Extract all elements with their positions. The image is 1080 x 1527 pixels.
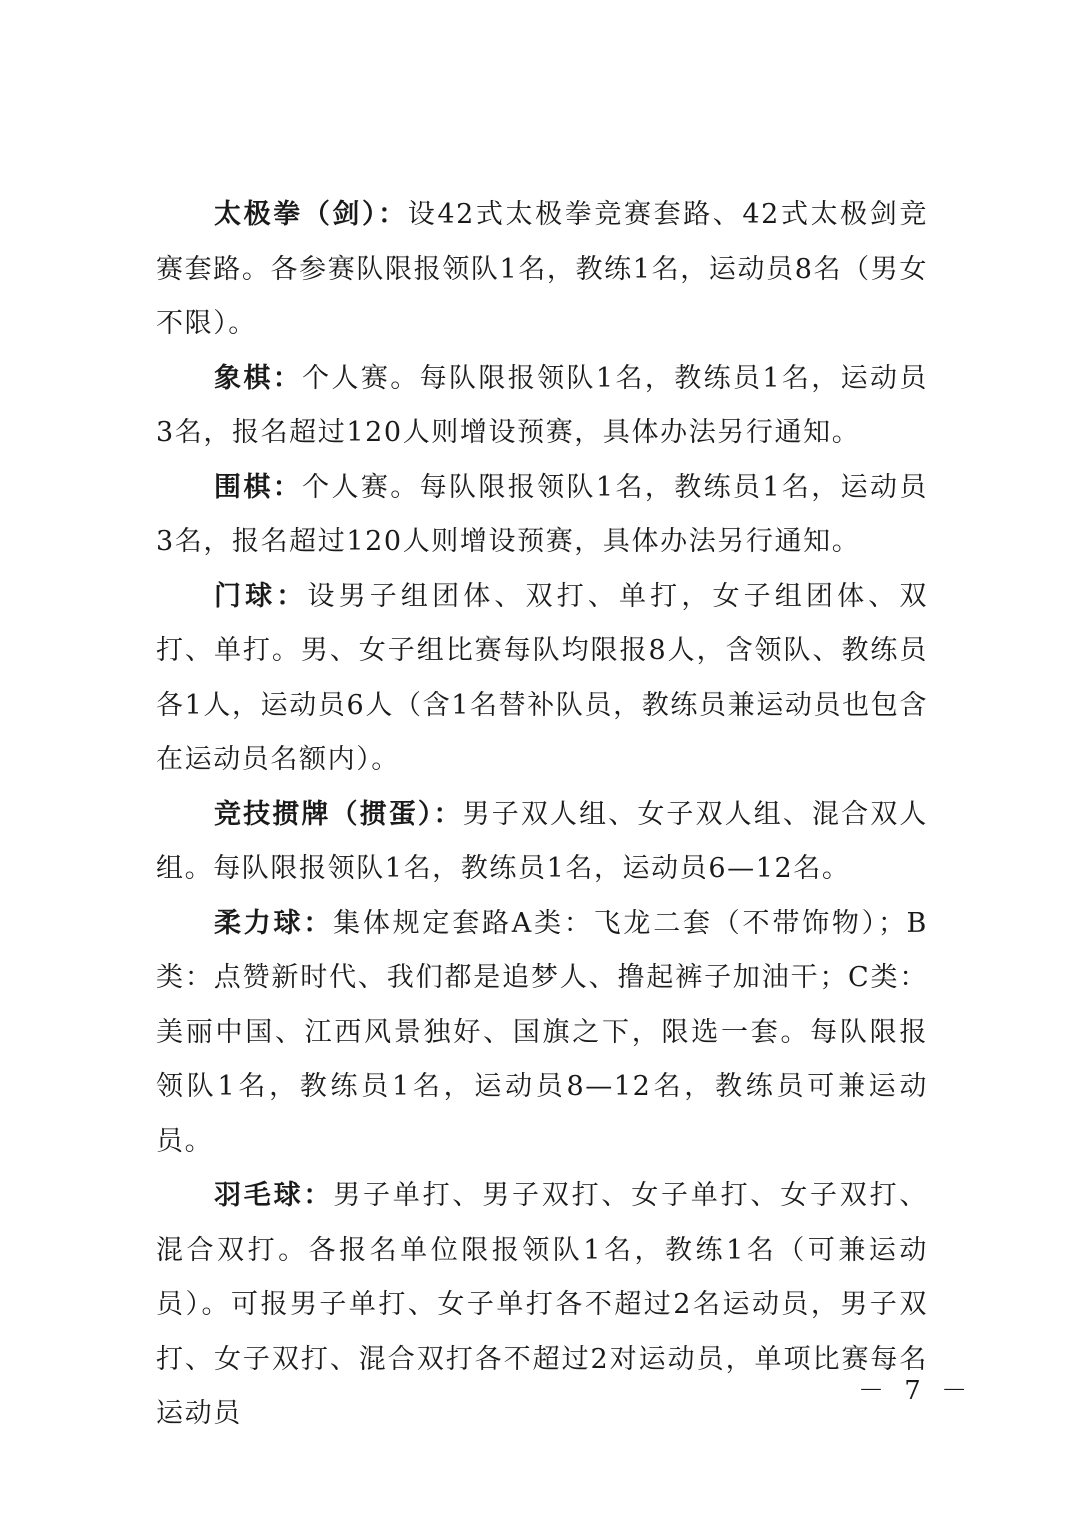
section-text: 设42式太极拳竞赛套路、42式太极剑竞赛套路。各参赛队限报领队1名，教练1名，运动员8名（男女不限）。 xyxy=(156,199,928,339)
document-body xyxy=(156,188,928,1442)
section-title: 象棋： xyxy=(214,362,303,394)
section-text: 集体规定套路A类：飞龙二套（不带饰物）；B类：点赞新时代、我们都是追梦人、撸起裤子加油干；C类：美丽中国、江西风景独好、国旗之下，限选一套。每队限报领队1名，教练员1名，运动员8—12名，教练员可兼运动员。 xyxy=(156,907,928,1157)
section-text: 设男子组团体、双打、单打，女子组团体、双打、单打。男、女子组比赛每队均限报8人，含领队、教练员各1人，运动员6人（含1名替补队员，教练员兼运动员也包含在运动员名额内）。 xyxy=(156,580,928,775)
section-text: 个人赛。每队限报领队1名，教练员1名，运动员3名，报名超过120人则增设预赛，具体办法另行通知。 xyxy=(156,362,928,448)
section-xiangqi xyxy=(156,352,928,461)
section-title: 门球： xyxy=(214,580,308,612)
section-title: 羽毛球： xyxy=(214,1180,334,1211)
section-title: 太极拳（剑）： xyxy=(214,199,408,230)
section-text: 个人赛。每队限报领队1名，教练员1名，运动员3名，报名超过120人则增设预赛，具体办法另行通知。 xyxy=(156,471,928,557)
section-badminton xyxy=(156,1169,928,1442)
section-guandan xyxy=(156,788,928,897)
section-title: 围棋： xyxy=(214,471,303,503)
section-title: 竞技掼牌（掼蛋）： xyxy=(214,798,463,830)
section-weiqi xyxy=(156,461,928,570)
section-taiji xyxy=(156,188,928,352)
section-gateball xyxy=(156,570,928,788)
page-number: － 7 － xyxy=(858,1376,974,1406)
section-title: 柔力球： xyxy=(214,907,334,939)
section-text: 男子双人组、女子双人组、混合双人组。每队限报领队1名，教练员1名，运动员6—12名。 xyxy=(156,798,928,884)
section-text: 男子单打、男子双打、女子单打、女子双打、混合双打。各报名单位限报领队1名，教练1名（可兼运动员）。可报男子单打、女子单打各不超过2名运动员，男子双打、女子双打、混合双打各不超过2对运动员，单项比赛每名运动员 xyxy=(156,1180,928,1429)
section-rouliqiu xyxy=(156,897,928,1170)
